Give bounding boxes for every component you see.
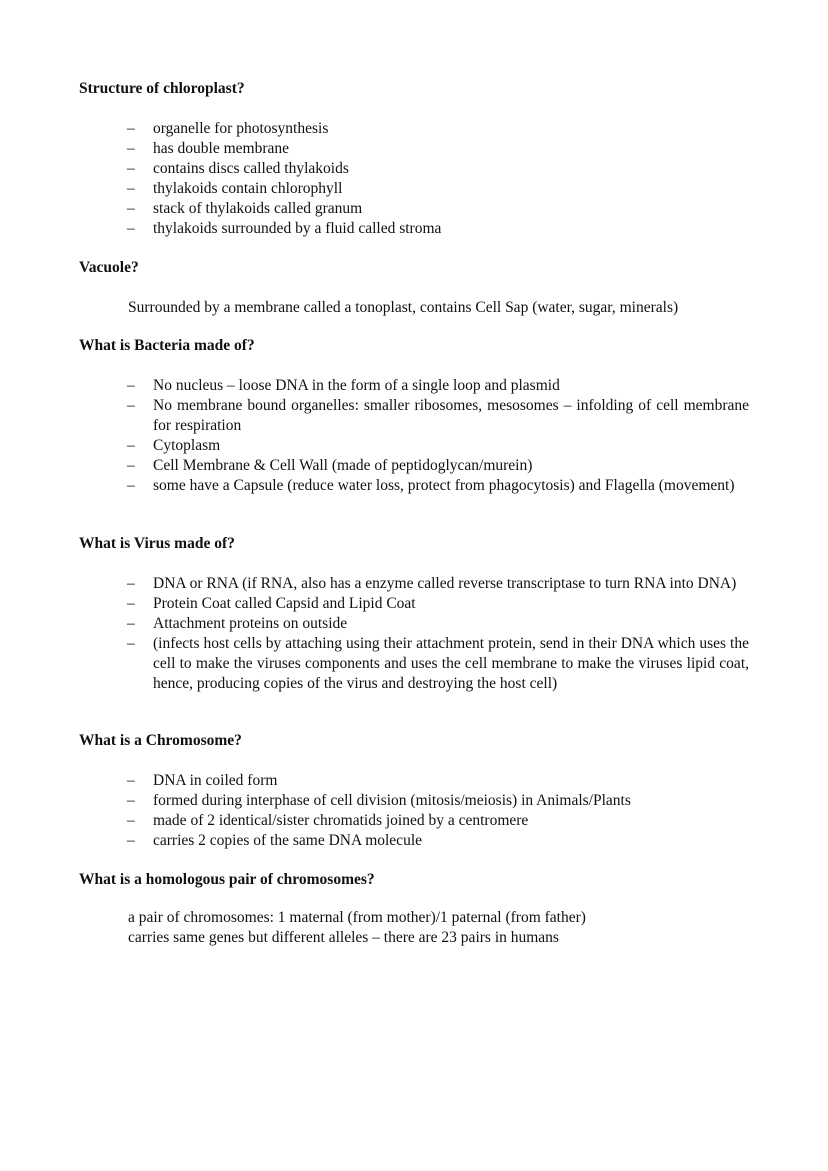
section-chloroplast xyxy=(79,79,751,237)
list-item-text: (infects host cells by attaching using their attachment protein, send in their DNA which uses the cell to make the viruses components and uses the cell membrane to make the viruses lipid coat, hence, producing copies of the virus and destroying the host cell) xyxy=(153,635,749,692)
list-item xyxy=(127,436,749,456)
list-item xyxy=(127,396,749,436)
list-item xyxy=(127,159,749,179)
dash-bullet: – xyxy=(127,180,135,197)
list-item xyxy=(127,219,749,239)
list-item xyxy=(127,791,749,811)
list-item-text: DNA or RNA (if RNA, also has a enzyme called reverse transcriptase to turn RNA into DNA) xyxy=(153,575,737,592)
list-item-text: stack of thylakoids called granum xyxy=(153,200,363,217)
dash-bullet: – xyxy=(127,140,135,157)
dash-bullet: – xyxy=(127,792,135,809)
list-item-text: Attachment proteins on outside xyxy=(153,615,348,632)
dash-bullet: – xyxy=(127,595,135,612)
list-item xyxy=(127,614,749,634)
dash-bullet: – xyxy=(127,437,135,454)
list-item xyxy=(127,771,749,791)
list-item-text: carries 2 copies of the same DNA molecule xyxy=(153,832,423,849)
dash-bullet: – xyxy=(127,397,135,414)
bacteria-bullet-list xyxy=(127,376,749,496)
list-item-text: organelle for photosynthesis xyxy=(153,120,329,137)
list-item xyxy=(127,831,749,851)
list-item-text: No membrane bound organelles: smaller ribosomes, mesosomes – infolding of cell membrane for respiration xyxy=(153,397,749,434)
chloroplast-bullet-list xyxy=(127,119,749,239)
heading-homologous-pair: What is a homologous pair of chromosomes? xyxy=(79,871,375,888)
list-item xyxy=(127,476,749,496)
heading-chloroplast: Structure of chloroplast? xyxy=(79,80,245,97)
homologous-line-1: a pair of chromosomes: 1 maternal (from mother)/1 paternal (from father) xyxy=(128,909,586,926)
dash-bullet: – xyxy=(127,160,135,177)
dash-bullet: – xyxy=(127,772,135,789)
dash-bullet: – xyxy=(127,812,135,829)
heading-vacuole: Vacuole? xyxy=(79,259,139,276)
dash-bullet: – xyxy=(127,457,135,474)
virus-bullet-list xyxy=(127,574,749,694)
dash-bullet: – xyxy=(127,615,135,632)
list-item-text: has double membrane xyxy=(153,140,290,157)
list-item-text: made of 2 identical/sister chromatids joined by a centromere xyxy=(153,812,529,829)
vacuole-paragraph: Surrounded by a membrane called a tonoplast, contains Cell Sap (water, sugar, minerals) xyxy=(128,299,679,316)
list-item xyxy=(127,376,749,396)
list-item xyxy=(127,634,749,694)
list-item xyxy=(127,811,749,831)
section-chromosome xyxy=(79,731,751,849)
dash-bullet: – xyxy=(127,220,135,237)
list-item-text: No nucleus – loose DNA in the form of a single loop and plasmid xyxy=(153,377,560,394)
list-item-text: formed during interphase of cell division (mitosis/meiosis) in Animals/Plants xyxy=(153,792,631,809)
list-item-text: Protein Coat called Capsid and Lipid Coat xyxy=(153,595,416,612)
section-bacteria xyxy=(79,336,751,494)
chromosome-bullet-list xyxy=(127,771,749,851)
list-item xyxy=(127,594,749,614)
dash-bullet: – xyxy=(127,832,135,849)
heading-bacteria: What is Bacteria made of? xyxy=(79,337,255,354)
heading-chromosome: What is a Chromosome? xyxy=(79,732,242,749)
list-item xyxy=(127,199,749,219)
dash-bullet: – xyxy=(127,635,135,652)
section-vacuole xyxy=(79,258,751,316)
dash-bullet: – xyxy=(127,120,135,137)
dash-bullet: – xyxy=(127,200,135,217)
list-item-text: DNA in coiled form xyxy=(153,772,278,789)
homologous-line-2: carries same genes but different alleles – there are 23 pairs in humans xyxy=(128,929,559,946)
list-item xyxy=(127,574,749,594)
list-item xyxy=(127,139,749,159)
list-item-text: contains discs called thylakoids xyxy=(153,160,349,177)
dash-bullet: – xyxy=(127,477,135,494)
list-item xyxy=(127,456,749,476)
list-item-text: thylakoids surrounded by a fluid called stroma xyxy=(153,220,442,237)
list-item-text: thylakoids contain chlorophyll xyxy=(153,180,343,197)
list-item-text: some have a Capsule (reduce water loss, protect from phagocytosis) and Flagella (movement) xyxy=(153,477,735,494)
list-item xyxy=(127,179,749,199)
list-item-text: Cytoplasm xyxy=(153,437,221,454)
section-homologous-pair xyxy=(79,870,751,946)
section-virus xyxy=(79,534,751,692)
dash-bullet: – xyxy=(127,575,135,592)
dash-bullet: – xyxy=(127,377,135,394)
heading-virus: What is Virus made of? xyxy=(79,535,235,552)
list-item-text: Cell Membrane & Cell Wall (made of peptidoglycan/murein) xyxy=(153,457,533,474)
list-item xyxy=(127,119,749,139)
